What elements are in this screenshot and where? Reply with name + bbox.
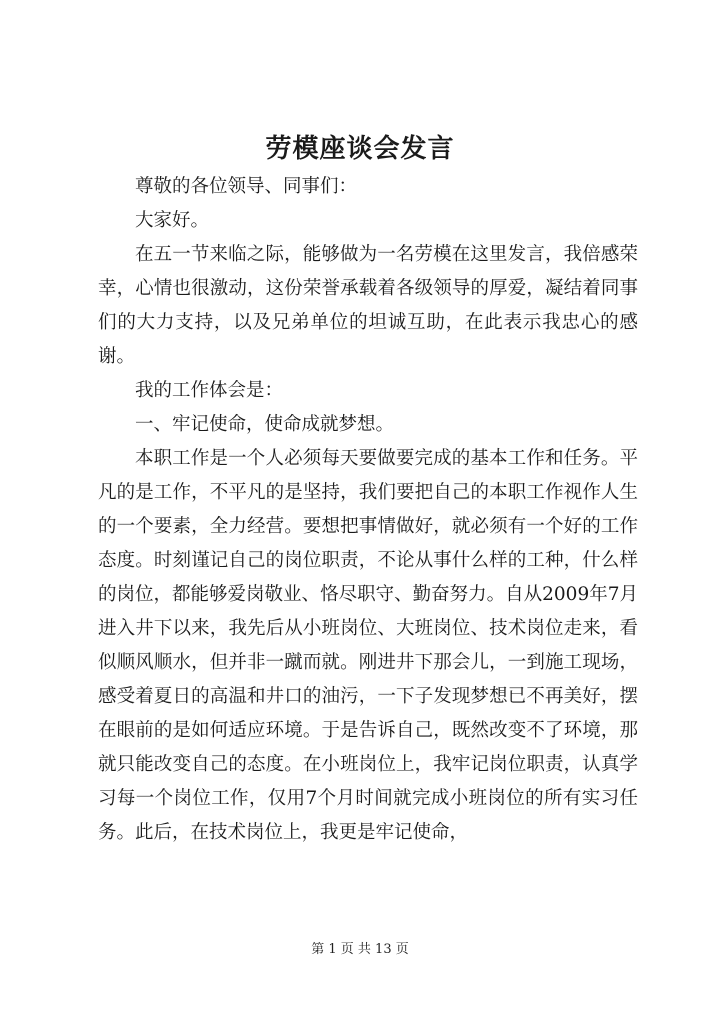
page-title: 劳模座谈会发言 xyxy=(265,134,455,164)
paragraph-experience-heading: 我的工作体会是： xyxy=(135,380,284,401)
page-number-footer: 第 1 页 共 13 页 xyxy=(311,942,409,957)
paragraph-introduction: 在五一节来临之际，能够做为一名劳模在这里发言，我倍感荣幸，心情也很激动，这份荣誉承载着各级领导的厚爱，凝结着同事们的大力支持，以及兄弟单位的坦诚互助，在此表示我忠心的感谢。 xyxy=(98,244,638,367)
paragraph-greeting: 大家好。 xyxy=(135,210,210,231)
section-heading-1: 一、牢记使命，使命成就梦想。 xyxy=(135,414,395,435)
document-body xyxy=(98,170,638,850)
paragraph-section-1-body: 本职工作是一个人必须每天要做要完成的基本工作和任务。平凡的是工作，不平凡的是坚持，我们要把自己的本职工作视作人生的一个要素，全力经营。要想把事情做好，就必须有一个好的工作态度。时刻谨记自己的岗位职责，不论从事什么样的工种，什么样的岗位，都能够爱岗敬业、恪尽职守、勤奋努力。自从2009年7月进入井下以来，我先后从小班岗位、大班岗位、技术岗位走来，看似顺风顺水，但并非一蹴而就。刚进井下那会儿，一到施工现场，感受着夏日的高温和井口的油污，一下子发现梦想已不再美好，摆在眼前的是如何适应环境。于是告诉自己，既然改变不了环境，那就只能改变自己的态度。在小班岗位上，我牢记岗位职责，认真学习每一个岗位工作，仅用7个月时间就完成小班岗位的所有实习任务。此后，在技术岗位上，我更是牢记使命， xyxy=(98,448,638,843)
paragraph-salutation: 尊敬的各位领导、同事们： xyxy=(135,176,358,197)
